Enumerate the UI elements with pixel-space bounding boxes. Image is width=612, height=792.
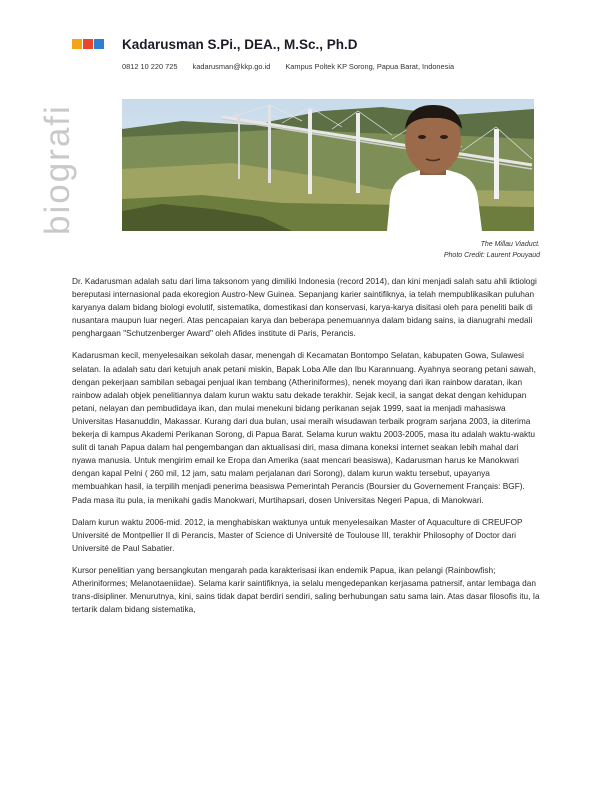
paragraph: Dalam kurun waktu 2006-mid. 2012, ia menghabiskan waktunya untuk menyelesaikan Master of Aquaculture di CREUFOP Université de Montpellier II di Perancis, Master of Science di Université de Toulouse III, terakhir Philosophy of Doctor dari Université de Paul Sabatier.: [72, 516, 523, 553]
email-address: kadarusman@kkp.go.id: [192, 62, 271, 71]
photo-illustration: [122, 99, 534, 231]
logo-square-orange: [72, 39, 82, 49]
phone-number: 0812 10 220 725: [122, 62, 178, 71]
paragraph: Kursor penelitian yang bersangkutan mengarah pada karakterisasi ikan endemik Papua, ikan pelangi (Rainbowfish; Atheriniformes; Melanotaeniidae). Selama karir saintifiknya, ia selalu mengedepankan kerjasama patnersif, antar lembaga dan trans-disipliner. Menurutnya, kini, sains tidak dapat berdiri sendiri, saling berhubungan satu sama lain. Atas dasar filosofis itu, Ia tertarik dalam bidang sistematika,: [72, 564, 540, 615]
logo-square-red: [83, 39, 93, 49]
portrait-photo: [122, 99, 534, 231]
postal-address: Kampus Poltek KP Sorong, Papua Barat, Indonesia: [285, 62, 455, 71]
logo-squares: [72, 39, 104, 49]
logo-square-blue: [94, 39, 104, 49]
contact-line: [122, 62, 467, 71]
side-title: biografi: [38, 104, 77, 235]
paragraph: Kadarusman kecil, menyelesaikan sekolah dasar, menengah di Kecamatan Bontompo Selatan, kabupaten Gowa, Sulawesi selatan. Ia adalah satu dari ketujuh anak petani miskin, Bapak Loba Alle dan Ibu Karannuang. Ayahnya seorang petani sawah, dengan pekerjaan sambilan sebagai penjual ikan tembang (Atheriniformes), nenek moyang dari ikan rainbow daratan, ikan rainbow adalah objek penelitiannya dalam kurun waktu satu dekade terakhir. Sejak kecil, ia sangat dekat dengan kehidupan petani, nelayan dan pembudidaya ikan, dan mulai menekuni bidang perikanan sejak 1999, saat ia menjadi mahasiswa Universitas Hasanuddin, Makassar. Kurang dari dua bulan, usai meraih wisudawan terbaik program sarjana 2003, ia diterima bekerja di kampus Akademi Perikanan Sorong, di Papua Barat. Selama kurun waktu 2003-2005, masa itu adalah waktu-waktu sulit di tanah Papua dalam hal pengembangan dan aktualisasi diri, masa dimana koneksi internet seakan lebih mahal dari nyawa manusia. Untuk mengirim email ke Eropa dan Amerika (saat mencari beasiswa), Kadarusman harus ke Manokwari dengan kapal Pelni ( 260 mil, 12 jam, satu malam perjalanan dari Sorong), dalam kurun waktu tersebut, upayanya membuahkan hasil, ia terpilih menjadi penerima beasiswa Pemerintah Perancis (Boursier du Governement Français: BGF). Pada masa itu pula, ia menikahi gadis Manokwari, Murtihapsari, dosen Universitas Negeri Papua, di Manokwari.: [72, 350, 536, 505]
photo-caption: [444, 240, 540, 261]
author-name: Kadarusman S.Pi., DEA., M.Sc., Ph.D: [122, 37, 358, 52]
caption-title: The Millau Viaduct.: [480, 241, 540, 248]
caption-credit: Photo Credit: Laurent Pouyaud: [443, 251, 540, 259]
paragraph: Dr. Kadarusman adalah satu dari lima taksonom yang dimiliki Indonesia (record 2014), dan kini menjadi salah satu ahli iktiologi bereputasi internasional pada ekoregion Austro-New Guinea. Sepanjang karier saintifiknya, ia telah mempublikasikan puluhan karyanya dalam bidang biologi evolutif, sistematika, domestikasi dan konservasi, karya-karya disitasi oleh para peneliti baik di nusantara maupun luar negeri. Atas pencapaian karya dan beberapa penemuannya dalam bidang sains, ia dianugrahi medali penghargaan "Schutzenberger Award" oleh Afides institute di Paris, Perancis.: [72, 276, 537, 339]
biography-text: [72, 275, 542, 625]
